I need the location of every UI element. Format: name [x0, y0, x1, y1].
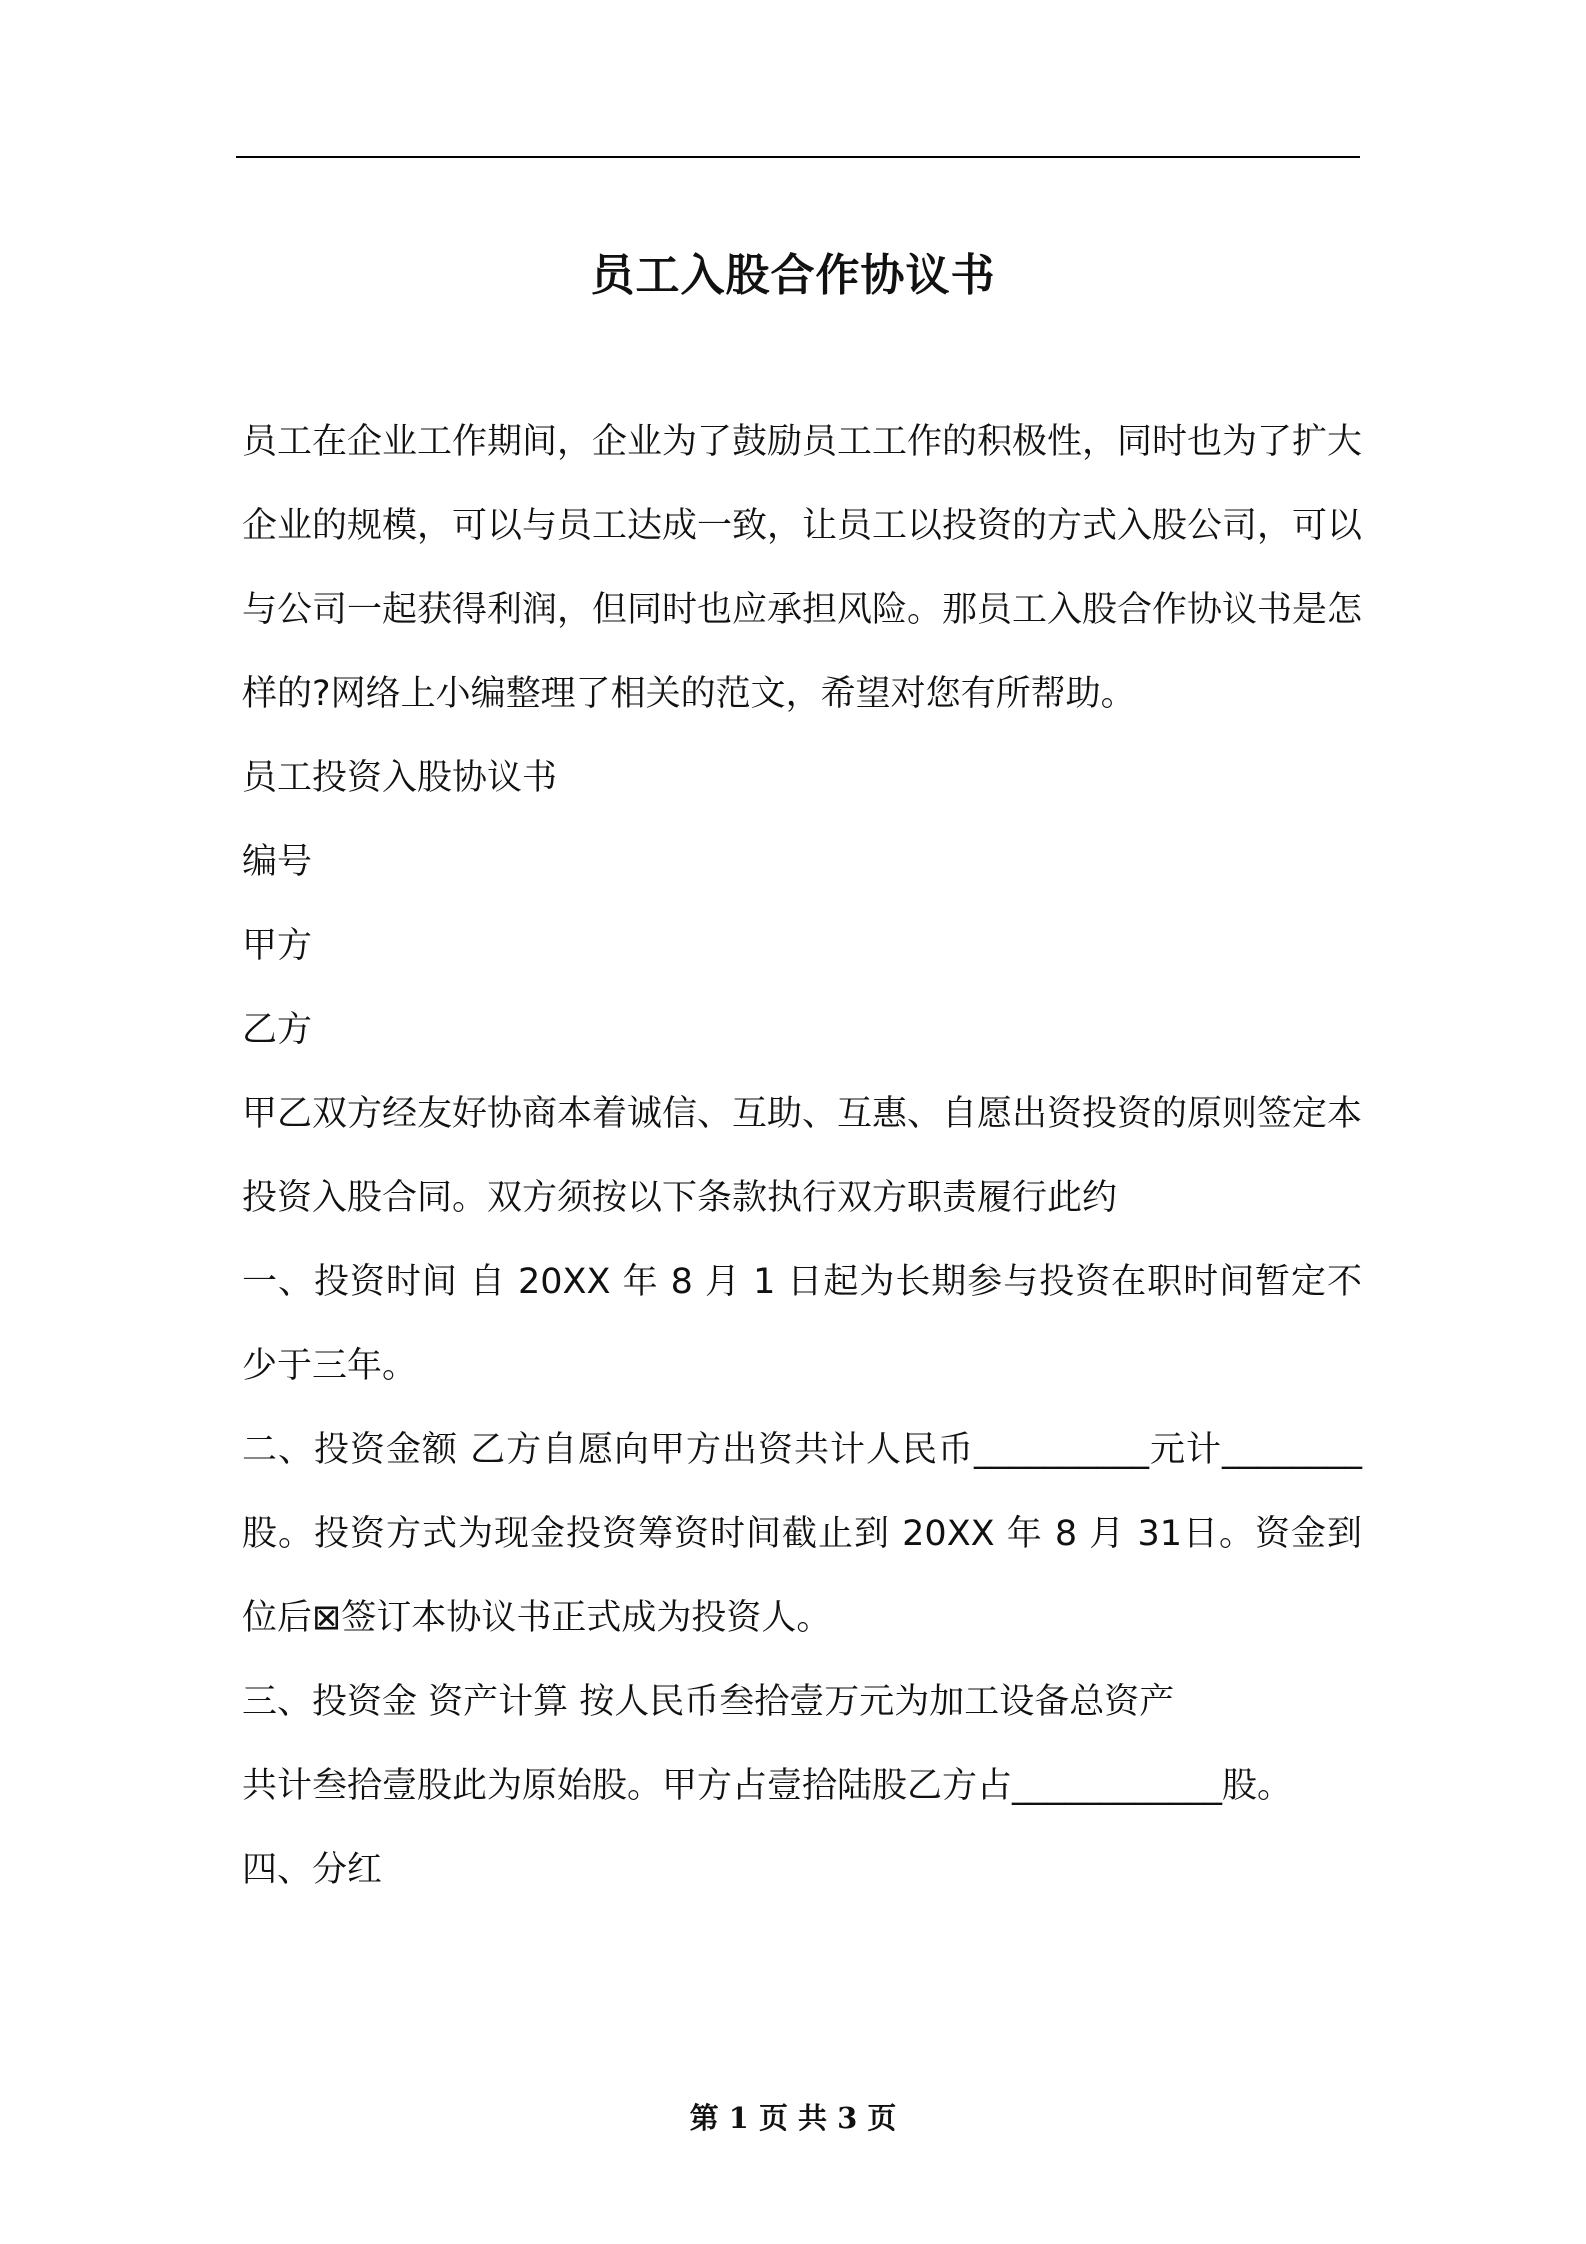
page-number-footer: 第 1 页 共 3 页	[689, 2101, 897, 2135]
document-title: 员工入股合作协议书	[590, 250, 996, 302]
clause-3-asset-calculation: 三、投资金 资产计算 按人民币叁拾壹万元为加工设备总资产	[242, 1682, 1175, 1722]
clause-4-dividends: 四、分红	[242, 1850, 383, 1890]
agreement-subtitle: 员工投资入股协议书	[242, 758, 558, 798]
clause-3-share-split: 共计叁拾壹股此为原始股。甲方占壹拾陆股乙方占____________股。	[242, 1766, 1293, 1806]
preamble-paragraph: 甲乙双方经友好协商本着诚信、互助、互惠、自愿出资投资的原则签定本投资入股合同。双方须按以下条款执行双方职责履行此约	[242, 1094, 1363, 1218]
clause-2-investment-amount: 二、投资金额 乙方自愿向甲方出资共计人民币__________元计________股。投资方式为现金投资筹资时间截止到 20XX 年 8 月 31日。资金到位后⊠签订本协议书正式成为投资人。	[242, 1430, 1362, 1638]
party-a-label: 甲方	[242, 926, 313, 966]
party-b-label: 乙方	[242, 1010, 313, 1050]
document-body	[242, 400, 1362, 1912]
number-label: 编号	[242, 842, 313, 882]
intro-paragraph: 员工在企业工作期间，企业为了鼓励员工工作的积极性，同时也为了扩大企业的规模，可以与员工达成一致，让员工以投资的方式入股公司，可以与公司一起获得利润，但同时也应承担风险。那员工入股合作协议书是怎样的?网络上小编整理了相关的范文，希望对您有所帮助。	[242, 422, 1363, 714]
clause-1-investment-time: 一、投资时间 自 20XX 年 8 月 1 日起为长期参与投资在职时间暂定不少于三年。	[242, 1262, 1362, 1386]
header-rule	[236, 156, 1360, 158]
